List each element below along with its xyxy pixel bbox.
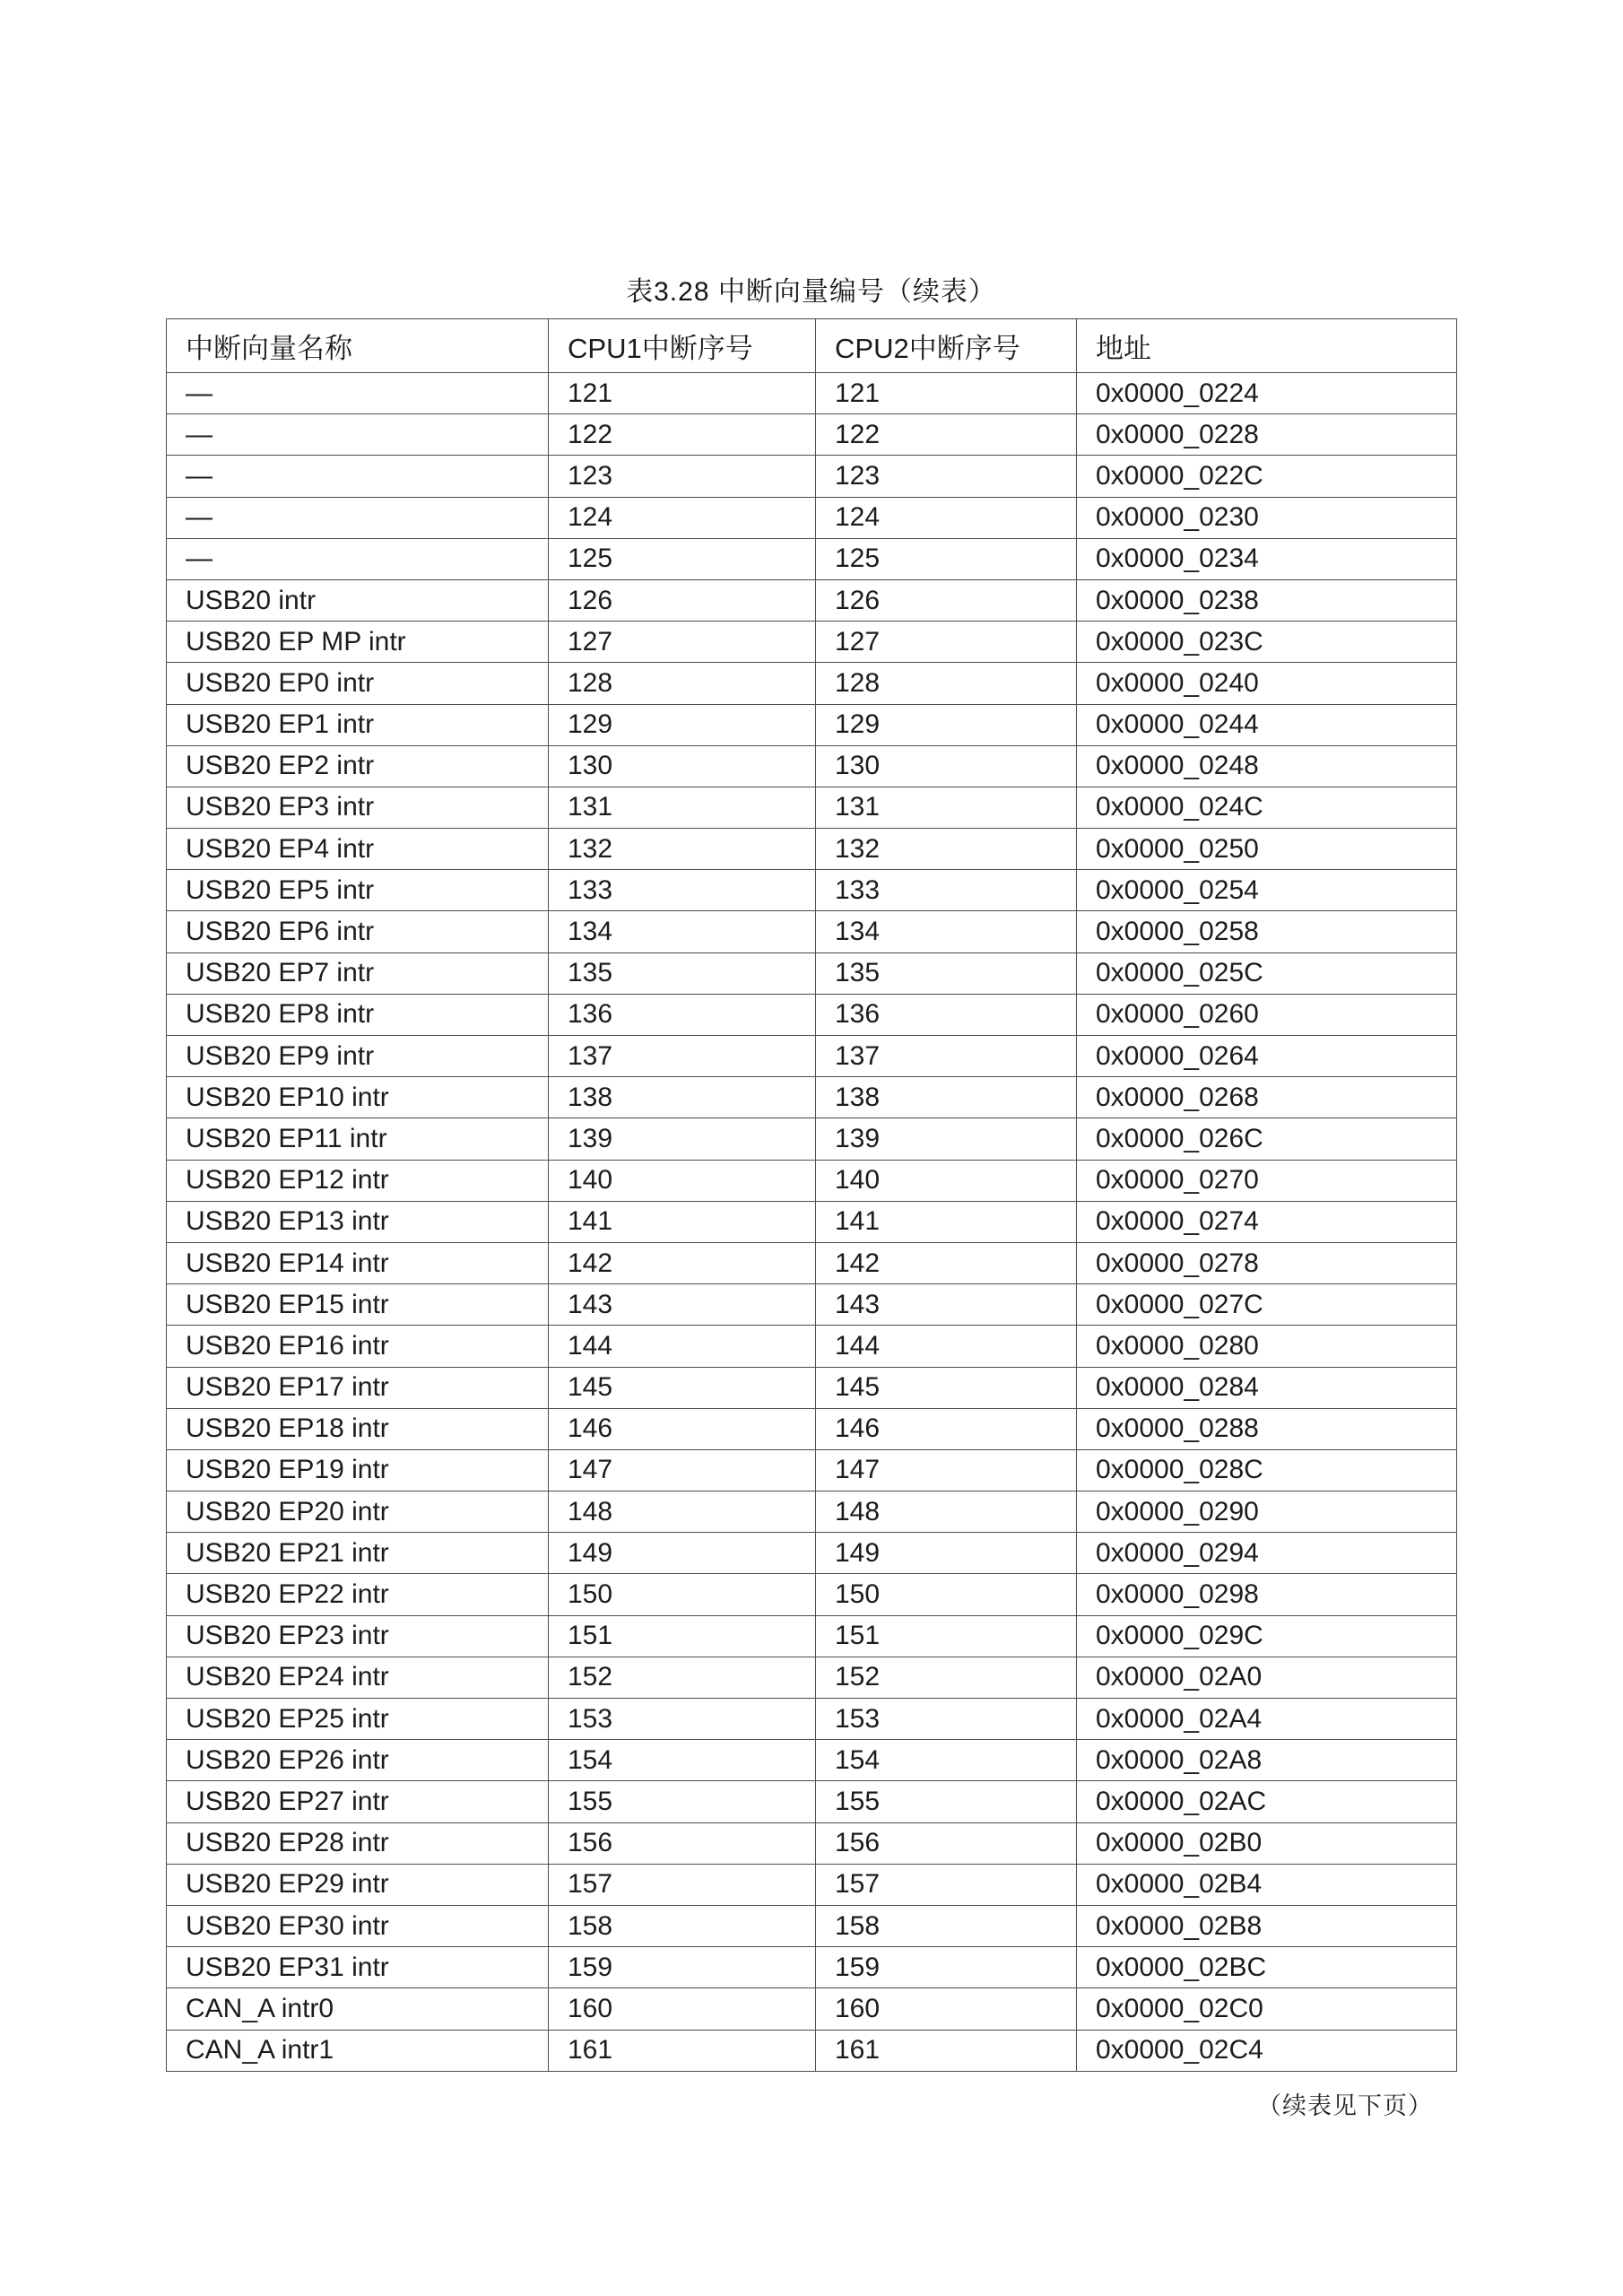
cell-cpu1-number: 124: [549, 497, 816, 538]
cell-address: 0x0000_0284: [1077, 1367, 1457, 1408]
table-row: [167, 456, 1457, 497]
table-row: [167, 1533, 1457, 1574]
cell-vector-name: CAN_A intr1: [167, 2030, 549, 2071]
table-row: [167, 414, 1457, 456]
table-row: [167, 1864, 1457, 1905]
cell-cpu1-number: 160: [549, 1988, 816, 2030]
cell-cpu1-number: 123: [549, 456, 816, 497]
cell-cpu1-number: 140: [549, 1160, 816, 1201]
cell-cpu2-number: 153: [816, 1699, 1077, 1740]
cell-vector-name: USB20 EP1 intr: [167, 704, 549, 745]
cell-cpu2-number: 142: [816, 1242, 1077, 1283]
cell-vector-name: USB20 EP10 intr: [167, 1077, 549, 1118]
cell-vector-name: USB20 EP24 intr: [167, 1657, 549, 1698]
cell-cpu2-number: 144: [816, 1326, 1077, 1367]
cell-vector-name: USB20 EP0 intr: [167, 663, 549, 704]
table-row: [167, 1077, 1457, 1118]
cell-address: 0x0000_02A4: [1077, 1699, 1457, 1740]
cell-address: 0x0000_0260: [1077, 994, 1457, 1035]
table-row: [167, 1201, 1457, 1242]
cell-cpu1-number: 145: [549, 1367, 816, 1408]
table-row: [167, 1988, 1457, 2030]
cell-cpu2-number: 149: [816, 1533, 1077, 1574]
cell-vector-name: USB20 EP19 intr: [167, 1449, 549, 1491]
table-row: [167, 622, 1457, 663]
cell-vector-name: USB20 EP29 intr: [167, 1864, 549, 1905]
table-row: [167, 1449, 1457, 1491]
cell-cpu2-number: 128: [816, 663, 1077, 704]
cell-vector-name: CAN_A intr0: [167, 1988, 549, 2030]
cell-vector-name: USB20 EP27 intr: [167, 1781, 549, 1822]
cell-vector-name: USB20 EP MP intr: [167, 622, 549, 663]
cell-cpu1-number: 122: [549, 414, 816, 456]
table-row: [167, 373, 1457, 414]
cell-address: 0x0000_0258: [1077, 911, 1457, 952]
cell-address: 0x0000_0238: [1077, 579, 1457, 621]
cell-cpu1-number: 139: [549, 1118, 816, 1160]
table-title: 表3.28 中断向量编号（续表）: [626, 277, 996, 307]
table-row: [167, 870, 1457, 911]
cell-cpu2-number: 134: [816, 911, 1077, 952]
cell-cpu2-number: 157: [816, 1864, 1077, 1905]
cell-cpu2-number: 160: [816, 1988, 1077, 2030]
cell-address: 0x0000_026C: [1077, 1118, 1457, 1160]
cell-cpu1-number: 130: [549, 745, 816, 787]
cell-cpu1-number: 158: [549, 1905, 816, 1946]
cell-cpu1-number: 155: [549, 1781, 816, 1822]
table-row: [167, 1408, 1457, 1449]
cell-cpu2-number: 124: [816, 497, 1077, 538]
cell-address: 0x0000_0280: [1077, 1326, 1457, 1367]
cell-cpu1-number: 144: [549, 1326, 816, 1367]
cell-cpu1-number: 131: [549, 787, 816, 828]
cell-cpu1-number: 152: [549, 1657, 816, 1698]
cell-vector-name: USB20 EP31 intr: [167, 1947, 549, 1988]
continuation-note: （续表见下页）: [1257, 2092, 1433, 2119]
table-row: [167, 994, 1457, 1035]
cell-address: 0x0000_0234: [1077, 538, 1457, 579]
table-row: [167, 1615, 1457, 1657]
cell-cpu1-number: 156: [549, 1822, 816, 1864]
interrupt-vector-table: [166, 318, 1457, 2072]
table-row: [167, 538, 1457, 579]
cell-vector-name: USB20 EP4 intr: [167, 829, 549, 870]
cell-address: 0x0000_0294: [1077, 1533, 1457, 1574]
cell-cpu1-number: 132: [549, 829, 816, 870]
cell-address: 0x0000_027C: [1077, 1284, 1457, 1326]
header-cell-cpu1-number: CPU1中断序号: [549, 319, 816, 373]
cell-cpu1-number: 138: [549, 1077, 816, 1118]
header-cell-address: 地址: [1077, 319, 1457, 373]
cell-vector-name: USB20 EP20 intr: [167, 1492, 549, 1533]
cell-address: 0x0000_0264: [1077, 1036, 1457, 1077]
table-row: [167, 1242, 1457, 1283]
cell-cpu1-number: 157: [549, 1864, 816, 1905]
cell-address: 0x0000_02A8: [1077, 1740, 1457, 1781]
cell-cpu2-number: 147: [816, 1449, 1077, 1491]
cell-address: 0x0000_0230: [1077, 497, 1457, 538]
cell-address: 0x0000_023C: [1077, 622, 1457, 663]
cell-cpu2-number: 140: [816, 1160, 1077, 1201]
table-row: [167, 1781, 1457, 1822]
cell-vector-name: USB20 EP28 intr: [167, 1822, 549, 1864]
cell-cpu1-number: 128: [549, 663, 816, 704]
cell-vector-name: USB20 EP2 intr: [167, 745, 549, 787]
cell-address: 0x0000_02A0: [1077, 1657, 1457, 1698]
cell-cpu2-number: 154: [816, 1740, 1077, 1781]
cell-address: 0x0000_02B4: [1077, 1864, 1457, 1905]
cell-cpu1-number: 142: [549, 1242, 816, 1283]
cell-cpu1-number: 129: [549, 704, 816, 745]
table-row: [167, 952, 1457, 994]
cell-cpu1-number: 125: [549, 538, 816, 579]
cell-vector-name: USB20 EP6 intr: [167, 911, 549, 952]
cell-address: 0x0000_0288: [1077, 1408, 1457, 1449]
cell-cpu1-number: 141: [549, 1201, 816, 1242]
table-row: [167, 663, 1457, 704]
table-row: [167, 1326, 1457, 1367]
cell-address: 0x0000_0270: [1077, 1160, 1457, 1201]
cell-vector-name: USB20 EP13 intr: [167, 1201, 549, 1242]
cell-address: 0x0000_0290: [1077, 1492, 1457, 1533]
table-row: [167, 1492, 1457, 1533]
cell-cpu1-number: 148: [549, 1492, 816, 1533]
cell-cpu1-number: 151: [549, 1615, 816, 1657]
cell-vector-name: USB20 EP15 intr: [167, 1284, 549, 1326]
cell-address: 0x0000_022C: [1077, 456, 1457, 497]
cell-cpu1-number: 146: [549, 1408, 816, 1449]
cell-cpu2-number: 133: [816, 870, 1077, 911]
cell-vector-name: USB20 EP16 intr: [167, 1326, 549, 1367]
cell-cpu1-number: 147: [549, 1449, 816, 1491]
table-row: [167, 787, 1457, 828]
cell-address: 0x0000_028C: [1077, 1449, 1457, 1491]
cell-cpu2-number: 152: [816, 1657, 1077, 1698]
cell-vector-name: —: [167, 497, 549, 538]
cell-vector-name: USB20 EP18 intr: [167, 1408, 549, 1449]
cell-cpu1-number: 153: [549, 1699, 816, 1740]
cell-cpu1-number: 135: [549, 952, 816, 994]
cell-vector-name: USB20 EP17 intr: [167, 1367, 549, 1408]
cell-address: 0x0000_0254: [1077, 870, 1457, 911]
cell-address: 0x0000_0248: [1077, 745, 1457, 787]
cell-cpu2-number: 158: [816, 1905, 1077, 1946]
cell-cpu2-number: 145: [816, 1367, 1077, 1408]
cell-cpu1-number: 136: [549, 994, 816, 1035]
cell-vector-name: USB20 EP14 intr: [167, 1242, 549, 1283]
header-cell-cpu2-number: CPU2中断序号: [816, 319, 1077, 373]
table-row: [167, 1740, 1457, 1781]
cell-address: 0x0000_02AC: [1077, 1781, 1457, 1822]
table-row: [167, 1905, 1457, 1946]
cell-cpu2-number: 125: [816, 538, 1077, 579]
cell-address: 0x0000_02B8: [1077, 1905, 1457, 1946]
table-row: [167, 1947, 1457, 1988]
cell-address: 0x0000_02C0: [1077, 1988, 1457, 2030]
cell-cpu1-number: 126: [549, 579, 816, 621]
cell-cpu2-number: 122: [816, 414, 1077, 456]
cell-cpu2-number: 127: [816, 622, 1077, 663]
cell-cpu1-number: 134: [549, 911, 816, 952]
table-row: [167, 1822, 1457, 1864]
table-row: [167, 1118, 1457, 1160]
cell-cpu2-number: 155: [816, 1781, 1077, 1822]
cell-address: 0x0000_0250: [1077, 829, 1457, 870]
cell-address: 0x0000_0268: [1077, 1077, 1457, 1118]
table-row: [167, 829, 1457, 870]
table-row: [167, 1699, 1457, 1740]
table-row: [167, 1160, 1457, 1201]
cell-address: 0x0000_0228: [1077, 414, 1457, 456]
cell-cpu2-number: 137: [816, 1036, 1077, 1077]
table-row: [167, 704, 1457, 745]
cell-cpu2-number: 129: [816, 704, 1077, 745]
cell-vector-name: USB20 EP25 intr: [167, 1699, 549, 1740]
cell-cpu2-number: 135: [816, 952, 1077, 994]
cell-cpu2-number: 126: [816, 579, 1077, 621]
cell-vector-name: —: [167, 373, 549, 414]
cell-cpu2-number: 141: [816, 1201, 1077, 1242]
table-row: [167, 745, 1457, 787]
cell-cpu2-number: 131: [816, 787, 1077, 828]
cell-address: 0x0000_02BC: [1077, 1947, 1457, 1988]
cell-cpu2-number: 148: [816, 1492, 1077, 1533]
cell-cpu1-number: 143: [549, 1284, 816, 1326]
cell-address: 0x0000_0274: [1077, 1201, 1457, 1242]
cell-cpu2-number: 121: [816, 373, 1077, 414]
cell-cpu1-number: 159: [549, 1947, 816, 1988]
cell-cpu2-number: 139: [816, 1118, 1077, 1160]
cell-cpu1-number: 127: [549, 622, 816, 663]
cell-vector-name: USB20 EP8 intr: [167, 994, 549, 1035]
cell-cpu1-number: 154: [549, 1740, 816, 1781]
table-row: [167, 1657, 1457, 1698]
cell-vector-name: USB20 EP7 intr: [167, 952, 549, 994]
cell-cpu2-number: 159: [816, 1947, 1077, 1988]
table-row: [167, 1367, 1457, 1408]
table-row: [167, 911, 1457, 952]
table-row: [167, 2030, 1457, 2071]
cell-vector-name: —: [167, 538, 549, 579]
table-header-row: [167, 319, 1457, 373]
cell-address: 0x0000_024C: [1077, 787, 1457, 828]
cell-cpu1-number: 149: [549, 1533, 816, 1574]
cell-address: 0x0000_0278: [1077, 1242, 1457, 1283]
cell-vector-name: USB20 EP21 intr: [167, 1533, 549, 1574]
cell-vector-name: USB20 EP12 intr: [167, 1160, 549, 1201]
table-row: [167, 1284, 1457, 1326]
cell-vector-name: USB20 EP5 intr: [167, 870, 549, 911]
cell-address: 0x0000_0298: [1077, 1574, 1457, 1615]
cell-address: 0x0000_02B0: [1077, 1822, 1457, 1864]
cell-cpu2-number: 151: [816, 1615, 1077, 1657]
table-row: [167, 1574, 1457, 1615]
cell-cpu1-number: 161: [549, 2030, 816, 2071]
cell-cpu1-number: 133: [549, 870, 816, 911]
cell-vector-name: USB20 EP22 intr: [167, 1574, 549, 1615]
cell-address: 0x0000_02C4: [1077, 2030, 1457, 2071]
cell-cpu2-number: 138: [816, 1077, 1077, 1118]
cell-cpu2-number: 150: [816, 1574, 1077, 1615]
cell-address: 0x0000_0224: [1077, 373, 1457, 414]
cell-cpu2-number: 143: [816, 1284, 1077, 1326]
cell-cpu2-number: 130: [816, 745, 1077, 787]
table-row: [167, 497, 1457, 538]
cell-vector-name: USB20 EP3 intr: [167, 787, 549, 828]
cell-cpu2-number: 146: [816, 1408, 1077, 1449]
cell-vector-name: USB20 EP26 intr: [167, 1740, 549, 1781]
table-row: [167, 579, 1457, 621]
cell-cpu2-number: 161: [816, 2030, 1077, 2071]
cell-vector-name: USB20 EP30 intr: [167, 1905, 549, 1946]
cell-cpu2-number: 156: [816, 1822, 1077, 1864]
cell-address: 0x0000_029C: [1077, 1615, 1457, 1657]
cell-cpu2-number: 123: [816, 456, 1077, 497]
cell-vector-name: —: [167, 456, 549, 497]
cell-vector-name: USB20 EP9 intr: [167, 1036, 549, 1077]
cell-vector-name: —: [167, 414, 549, 456]
cell-address: 0x0000_0240: [1077, 663, 1457, 704]
cell-cpu2-number: 136: [816, 994, 1077, 1035]
cell-cpu2-number: 132: [816, 829, 1077, 870]
header-cell-vector-name: 中断向量名称: [167, 319, 549, 373]
cell-vector-name: USB20 intr: [167, 579, 549, 621]
cell-address: 0x0000_0244: [1077, 704, 1457, 745]
cell-cpu1-number: 137: [549, 1036, 816, 1077]
cell-vector-name: USB20 EP11 intr: [167, 1118, 549, 1160]
cell-address: 0x0000_025C: [1077, 952, 1457, 994]
cell-cpu1-number: 150: [549, 1574, 816, 1615]
cell-cpu1-number: 121: [549, 373, 816, 414]
cell-vector-name: USB20 EP23 intr: [167, 1615, 549, 1657]
table-row: [167, 1036, 1457, 1077]
